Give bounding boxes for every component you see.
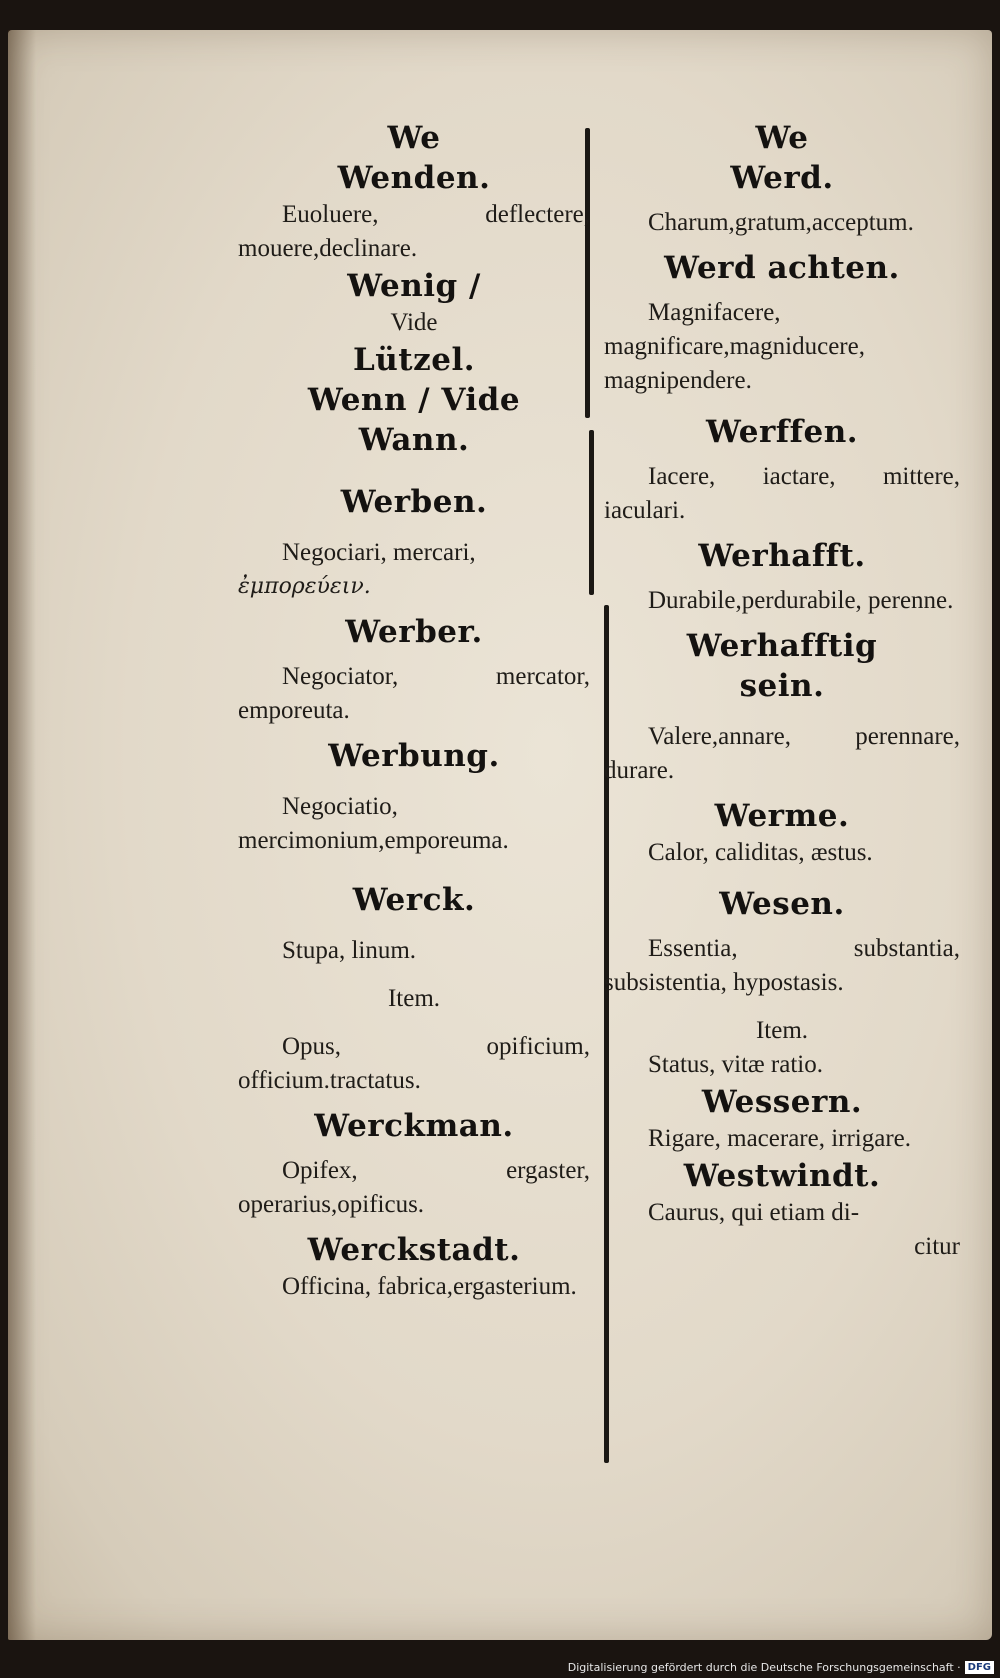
right-column xyxy=(604,118,960,1264)
headword-werhafftig: Werhafftig xyxy=(686,628,878,664)
definition-wesen: Essentia, substantia, subsistentia, hypostasis. xyxy=(604,935,960,996)
headword-wessern: Wessern. xyxy=(701,1084,863,1120)
cross-ref-wann: Wann. xyxy=(358,422,470,458)
definition-wessern: Rigare, macerare, irrigare. xyxy=(648,1125,912,1152)
definition-werber: Negociator, mercator, emporeuta. xyxy=(238,663,590,724)
dfg-logo: DFG xyxy=(965,1661,994,1674)
definition-wesen-2: Status, vitæ ratio. xyxy=(648,1051,823,1078)
headword-werber: Werber. xyxy=(345,614,483,650)
headword-werhafftig-sein: sein. xyxy=(739,668,825,704)
definition-werhafft: Durabile,perdurabile, perenne. xyxy=(648,587,954,614)
left-column xyxy=(238,118,590,1304)
headword-westwindt: Westwindt. xyxy=(683,1158,881,1194)
headword-wenden: Wenden. xyxy=(337,160,491,196)
headword-werme: Werme. xyxy=(714,798,850,834)
definition-werbung: Negociatio, mercimonium,emporeuma. xyxy=(238,793,509,854)
definition-werd-achten: Magnifacere, magnificare,magniducere, magnipendere. xyxy=(604,299,865,394)
catchword: citur xyxy=(914,1233,960,1260)
vide-label: Vide xyxy=(390,309,438,336)
definition-werffen: Iacere, iactare, mittere, iaculari. xyxy=(604,463,960,524)
definition-werck: Stupa, linum. xyxy=(282,937,417,964)
definition-werckman: Opifex, ergaster, operarius,opificus. xyxy=(238,1157,590,1218)
headword-wenig: Wenig / xyxy=(347,268,481,304)
headword-werbung: Werbung. xyxy=(328,738,500,774)
definition-werd: Charum,gratum,acceptum. xyxy=(648,209,914,236)
definition-werhafftig: Valere,annare, perennare, durare. xyxy=(604,723,960,784)
definition-werben: Negociari, mercari, xyxy=(282,539,476,566)
definition-werck-2: Opus, opificium, officium.tractatus. xyxy=(238,1033,590,1094)
right-running-header: We xyxy=(755,120,809,156)
headword-werben: Werben. xyxy=(340,484,488,520)
left-running-header: We xyxy=(387,120,441,156)
definition-westwindt: Caurus, qui etiam di- xyxy=(648,1199,860,1226)
headword-werckstadt: Werckstadt. xyxy=(307,1232,521,1268)
greek-werben: ἐμπορεύειν. xyxy=(238,574,371,599)
headword-werffen: Werffen. xyxy=(705,414,859,450)
headword-werckman: Werckman. xyxy=(314,1108,514,1144)
definition-werckstadt: Officina, fabrica,ergasterium. xyxy=(282,1273,577,1300)
headword-werd: Werd. xyxy=(730,160,834,196)
credit-text: Digitalisierung gefördert durch die Deutsche Forschungsgemeinschaft · xyxy=(567,1661,961,1674)
definition-werme: Calor, caliditas, æstus. xyxy=(648,839,873,866)
definition-wenden: Euoluere, deflectere, mouere,declinare. xyxy=(238,201,590,262)
digitization-credit xyxy=(568,1661,994,1674)
headword-wenn: Wenn / Vide xyxy=(307,382,521,418)
headword-wesen: Wesen. xyxy=(719,886,845,922)
headword-werck: Werck. xyxy=(352,882,476,918)
headword-werhafft: Werhafft. xyxy=(698,538,866,574)
item-label-left: Item. xyxy=(387,985,441,1012)
cross-ref-lutzel: Lützel. xyxy=(352,342,476,378)
headword-werd-achten: Werd achten. xyxy=(664,250,900,286)
spine-shadow xyxy=(8,30,36,1640)
item-label-right: Item. xyxy=(755,1017,809,1044)
